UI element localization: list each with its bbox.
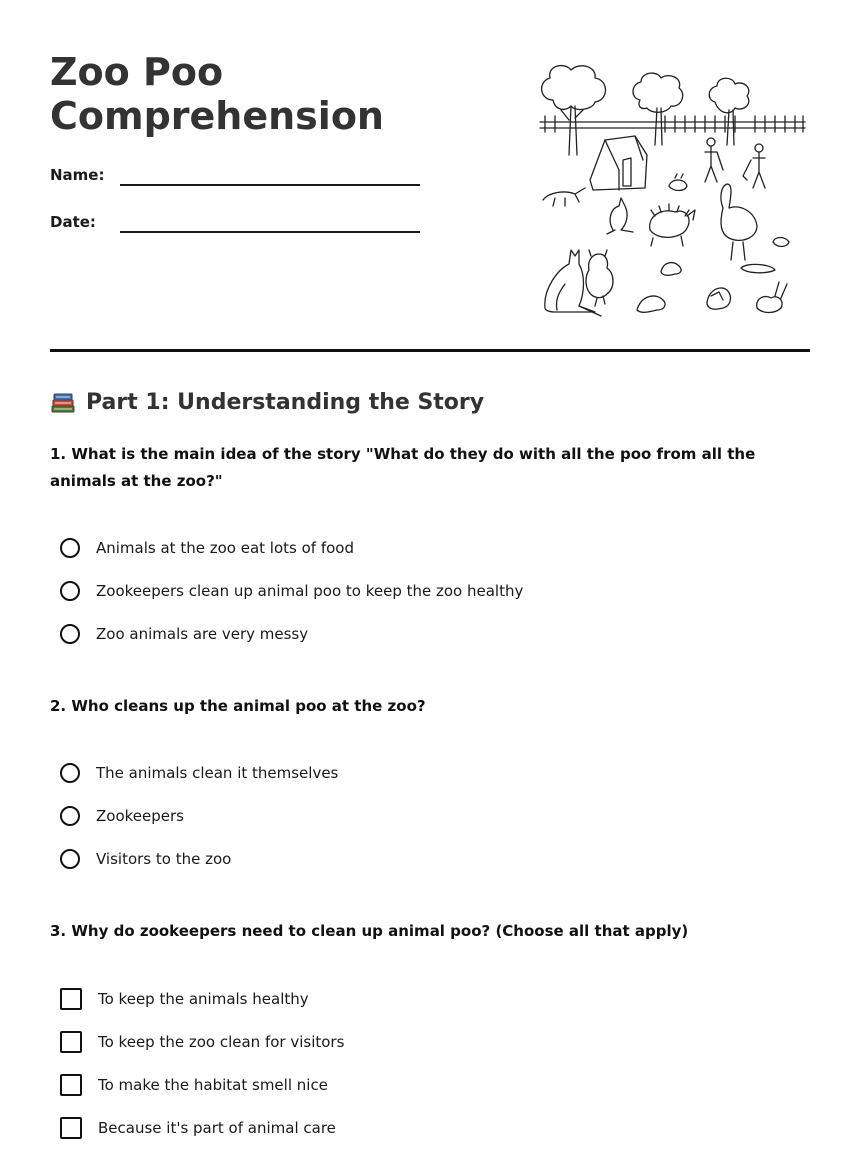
option-label: Because it's part of animal care — [98, 1119, 336, 1137]
q2-option-2[interactable] — [60, 803, 184, 829]
q2-option-1[interactable] — [60, 760, 338, 786]
name-label: Name: — [50, 166, 105, 184]
zoo-scene-illustration — [535, 60, 810, 322]
q3-option-2[interactable] — [60, 1029, 344, 1055]
name-write-line[interactable] — [120, 184, 420, 186]
checkbox[interactable] — [60, 1074, 82, 1096]
option-label: To keep the zoo clean for visitors — [98, 1033, 345, 1051]
checkbox[interactable] — [60, 988, 82, 1010]
option-label: To keep the animals healthy — [98, 990, 309, 1008]
date-field[interactable] — [50, 213, 420, 237]
q1-option-3[interactable] — [60, 621, 308, 647]
worksheet-header — [50, 0, 810, 352]
section-title — [50, 389, 484, 415]
checkbox[interactable] — [60, 1031, 82, 1053]
option-label: Visitors to the zoo — [96, 850, 232, 868]
worksheet-page — [50, 0, 810, 1137]
section-title-text: Part 1: Understanding the Story — [86, 389, 485, 415]
q3-option-1[interactable] — [60, 986, 309, 1012]
q3-option-4[interactable] — [60, 1115, 336, 1141]
q1-option-2[interactable] — [60, 578, 523, 604]
option-label: Zookeepers clean up animal poo to keep the zoo healthy — [96, 582, 524, 600]
page-title: Zoo Poo Comprehension — [50, 50, 384, 138]
question-2: 2. Who cleans up the animal poo at the zoo? — [50, 697, 426, 715]
date-label: Date: — [50, 213, 96, 231]
q3-option-3[interactable] — [60, 1072, 328, 1098]
option-label: The animals clean it themselves — [96, 764, 339, 782]
date-write-line[interactable] — [120, 231, 420, 233]
checkbox[interactable] — [60, 1117, 82, 1139]
question-3: 3. Why do zookeepers need to clean up animal poo? (Choose all that apply) — [50, 922, 689, 940]
question-1: 1. What is the main idea of the story "What do they do with all the poo from all the animals at the zoo?" — [50, 445, 756, 490]
radio-button[interactable] — [60, 806, 80, 826]
radio-button[interactable] — [60, 581, 80, 601]
q1-option-1[interactable] — [60, 535, 354, 561]
option-label: To make the habitat smell nice — [98, 1076, 328, 1094]
header-divider — [50, 349, 810, 352]
name-field[interactable] — [50, 166, 420, 190]
books-icon — [50, 389, 76, 415]
radio-button[interactable] — [60, 538, 80, 558]
radio-button[interactable] — [60, 849, 80, 869]
q2-option-3[interactable] — [60, 846, 231, 872]
radio-button[interactable] — [60, 763, 80, 783]
option-label: Animals at the zoo eat lots of food — [96, 539, 354, 557]
option-label: Zoo animals are very messy — [96, 625, 309, 643]
radio-button[interactable] — [60, 624, 80, 644]
option-label: Zookeepers — [96, 807, 184, 825]
